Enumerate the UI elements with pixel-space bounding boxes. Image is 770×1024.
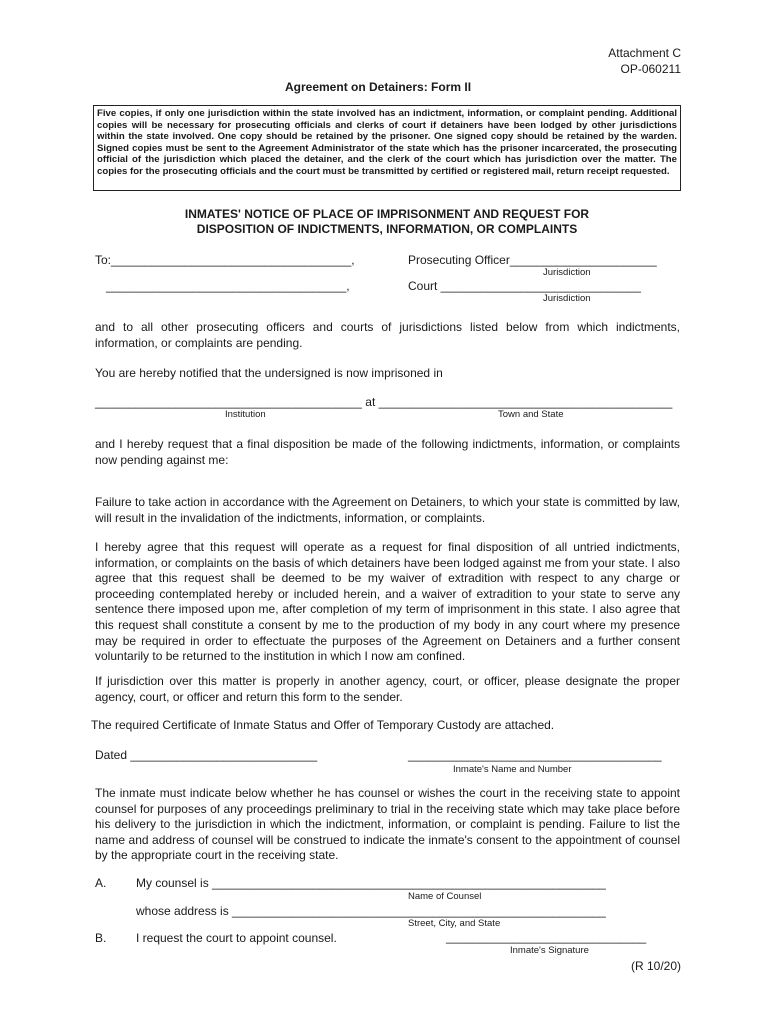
other-jurisdictions-paragraph: and to all other prosecuting officers and courts of jurisdictions listed below from which indictments, information, or complaints are pending. bbox=[95, 320, 680, 350]
revision-label: (R 10/20) bbox=[630, 959, 681, 973]
inmate-name-field[interactable]: ______________________________________ bbox=[408, 748, 662, 762]
counsel-address-field[interactable]: whose address is ________________________________________________________ bbox=[136, 904, 606, 918]
jurisdiction-label: Jurisdiction bbox=[543, 293, 591, 304]
certificate-line: The required Certificate of Inmate Status and Offer of Temporary Custody are attached. bbox=[91, 718, 555, 732]
option-b-marker: B. bbox=[95, 931, 107, 945]
counsel-paragraph: The inmate must indicate below whether he has counsel or wishes the court in the receiving state to appoint counsel for purposes of any proceedings preliminary to trial in the receiving state which may take place before his delivery to the jurisdiction in which the indictment, information, or complaint is pending. Failure to list the name and address of counsel will be construed to indicate the inmate's consent to the appointment of counsel by the appropriate court in the receiving state. bbox=[95, 786, 680, 863]
jurisdiction-paragraph: If jurisdiction over this matter is properly in another agency, court, or officer, please designate the proper agency, court, or officer and return this form to the sender. bbox=[95, 674, 680, 704]
failure-paragraph: Failure to take action in accordance with the Agreement on Detainers, to which your state is committed by law, will result in the invalidation of the indictments, information, or complaints. bbox=[95, 495, 680, 525]
inmate-signature-field[interactable]: ______________________________ bbox=[446, 930, 647, 944]
form-title: Agreement on Detainers: Form II bbox=[285, 80, 472, 94]
form-number: OP-060211 bbox=[620, 62, 681, 76]
town-state-label: Town and State bbox=[498, 409, 564, 420]
dated-field[interactable]: Dated ____________________________ bbox=[95, 748, 318, 762]
court-field[interactable]: Court ______________________________ bbox=[408, 279, 641, 293]
jurisdiction-label: Jurisdiction bbox=[543, 267, 591, 278]
inmate-signature-label: Inmate's Signature bbox=[510, 945, 589, 956]
imprisoned-text: You are hereby notified that the undersigned is now imprisoned in bbox=[95, 366, 443, 380]
to-field[interactable]: To:____________________________________, bbox=[95, 253, 355, 267]
option-a-marker: A. bbox=[95, 876, 107, 890]
appoint-counsel-text: I request the court to appoint counsel. bbox=[136, 931, 337, 945]
counsel-name-label: Name of Counsel bbox=[408, 891, 482, 902]
institution-town-field[interactable]: ________________________________________ at ____________________________________________ bbox=[95, 395, 673, 409]
request-paragraph: and I hereby request that a final disposition be made of the following indictments, information, or complaints now pending against me: bbox=[95, 437, 680, 467]
counsel-name-field[interactable]: My counsel is ___________________________________________________________ bbox=[136, 876, 606, 890]
prosecuting-officer-field[interactable]: Prosecuting Officer______________________ bbox=[408, 253, 657, 267]
inmate-name-label: Inmate's Name and Number bbox=[453, 764, 572, 775]
agreement-paragraph: I hereby agree that this request will operate as a request for final disposition of all untried indictments, information, or complaints on the basis of which detainers have been lodged against me from your state. I also agree that this request shall be deemed to be my waiver of extradition with respect to any charge or proceeding contemplated hereby or included herein, and a waiver of extradition to your state to serve any sentence there imposed upon me, after completion of my term of imprisonment in this state. I also agree that this request shall constitute a consent by me to the production of my body in any court where my presence may be required in order to effectuate the purposes of the Agreement on Detainers and a further consent voluntarily to be returned to the institution in which I now am confined. bbox=[95, 540, 680, 664]
to-field-line-2[interactable]: ____________________________________, bbox=[106, 279, 350, 293]
institution-label: Institution bbox=[225, 409, 266, 420]
notice-title bbox=[93, 207, 681, 237]
instructions-box: Five copies, if only one jurisdiction within the state involved has an indictment, information, or complaint pending. Additional copies will be necessary for prosecuting officials and clerks of court if detainers have been lodged by other jurisdictions within the state involved. One copy should be retained by the prisoner. One signed copy should be retained by the warden. Signed copies must be sent to the Agreement Administrator of the state which has the prisoner incarcerated, the prosecuting official of the jurisdiction which placed the detainer, and the clerk of the court which has jurisdiction over the matter. The copies for the prosecuting officials and the court must be transmitted by certified or registered mail, return receipt requested. bbox=[93, 105, 681, 191]
counsel-address-label: Street, City, and State bbox=[408, 918, 501, 929]
notice-title-line-1: INMATES' NOTICE OF PLACE OF IMPRISONMENT AND REQUEST FOR bbox=[184, 207, 590, 221]
attachment-label: Attachment C bbox=[608, 46, 681, 60]
notice-title-line-2: DISPOSITION OF INDICTMENTS, INFORMATION, OR COMPLAINTS bbox=[196, 222, 578, 236]
